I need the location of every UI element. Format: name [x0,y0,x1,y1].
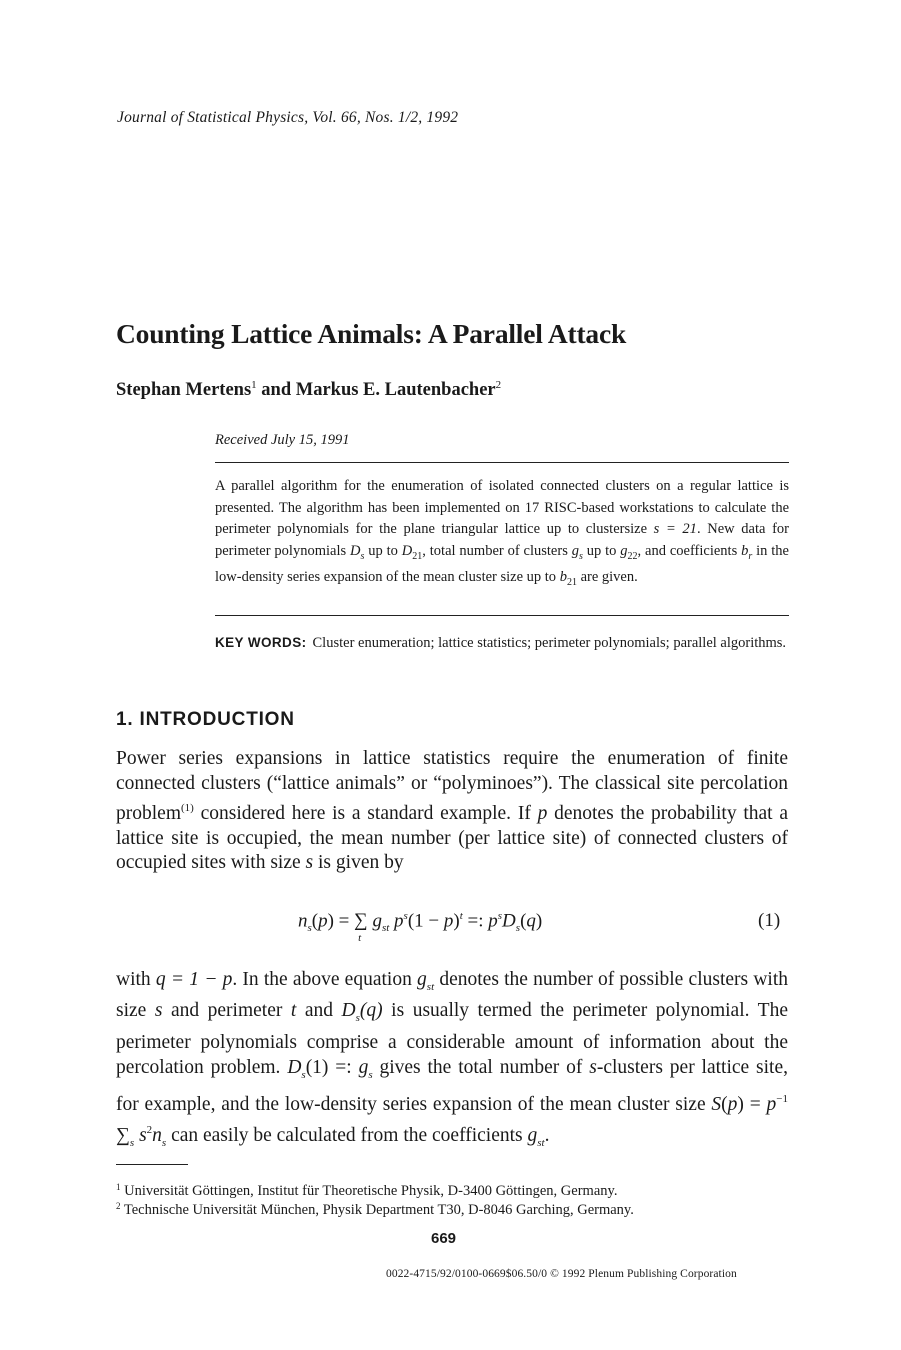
author-conjunction: and [261,380,292,400]
section-heading: 1. INTRODUCTION [116,709,295,730]
footnote-rule [116,1164,188,1165]
author-affiliation-mark: 1 [251,379,257,391]
equation-number: (1) [758,910,781,931]
page-number: 669 [431,1230,457,1247]
article-title: Counting Lattice Animals: A Parallel Attack [116,318,627,349]
abstract-top-rule [215,462,789,463]
footnote-1: $^1$ Universität Göttingen, Institut für Theoretische Physik, D-3400 Göttingen, Germany. [116,1182,618,1199]
author-mertens: Stephan Mertens [116,380,252,400]
key-words-label: KEY WORDS: [215,635,307,650]
key-words [215,632,789,654]
abstract: A parallel algorithm for the enumeration of isolated connected clusters on a regular lattice is presented. The algorithm has been implemented on 17 RISC-based workstations to calculate the perimeter polynomials for the plane triangular lattice up to clustersize s = 21. New data for perimeter polynomials $D_s$ up to $D_{21}$, total number of clusters $g_s$ up to $g_{22}$, and coefficients $b_r$ in the low-density series expansion of the mean cluster size up to $b_{21}$ are given. [215,478,789,589]
copyright-line: 0022-4715/92/0100-0669$06.50/0 © 1992 Plenum Publishing Corporation [386,1268,737,1280]
intro-paragraph-1: Power series expansions in lattice statistics require the enumeration of finite connected clusters (“lattice animals” or “polyminoes”). The classical site percolation problem$^{(1)}$ considered here is a standard example. If p denotes the probability that a lattice site is occupied, the mean number (per lattice site) of connected clusters of occupied sites with size s is given by [116,748,788,874]
abstract-bottom-rule [215,615,789,616]
equation-1: $n_s(p)$ = ∑ t $g_{st}$ $p^s(1 - p)^t$ =: $p^sD_s(q)$ [298,910,543,945]
footnote-2: $^2$ Technische Universität München, Physik Department T30, D-8046 Garching, Germany. [116,1201,634,1218]
citation: (1) [180,802,194,815]
author-affiliation-mark: 2 [495,379,502,391]
intro-paragraph-2: with q = 1 − p. In the above equation $g_{st}$ denotes the number of possible clusters with size s and perimeter t and $D_s(q)$ is usually termed the perimeter polynomial. The perimeter polynomials comprise a considerable amount of information about the percolation problem. $D_s(1)$ =: $g_s$ gives the total number of s-clusters per lattice site, for example, and the low-density series expansion of the mean cluster size $S(p) = p^{-1}$ $\sum_s$ $s^2n_s$ can easily be calculated from the coefficients $g_{st}$. [116,969,789,1149]
author-line [116,379,501,401]
journal-citation: Journal of Statistical Physics, Vol. 66, Nos. 1/2, 1992 [117,109,459,126]
received-date: Received July 15, 1991 [215,432,350,448]
key-words-text: Cluster enumeration; lattice statistics; perimeter polynomials; parallel algorithms. [312,635,787,651]
author-lautenbacher: Markus E. Lautenbacher [295,380,496,400]
